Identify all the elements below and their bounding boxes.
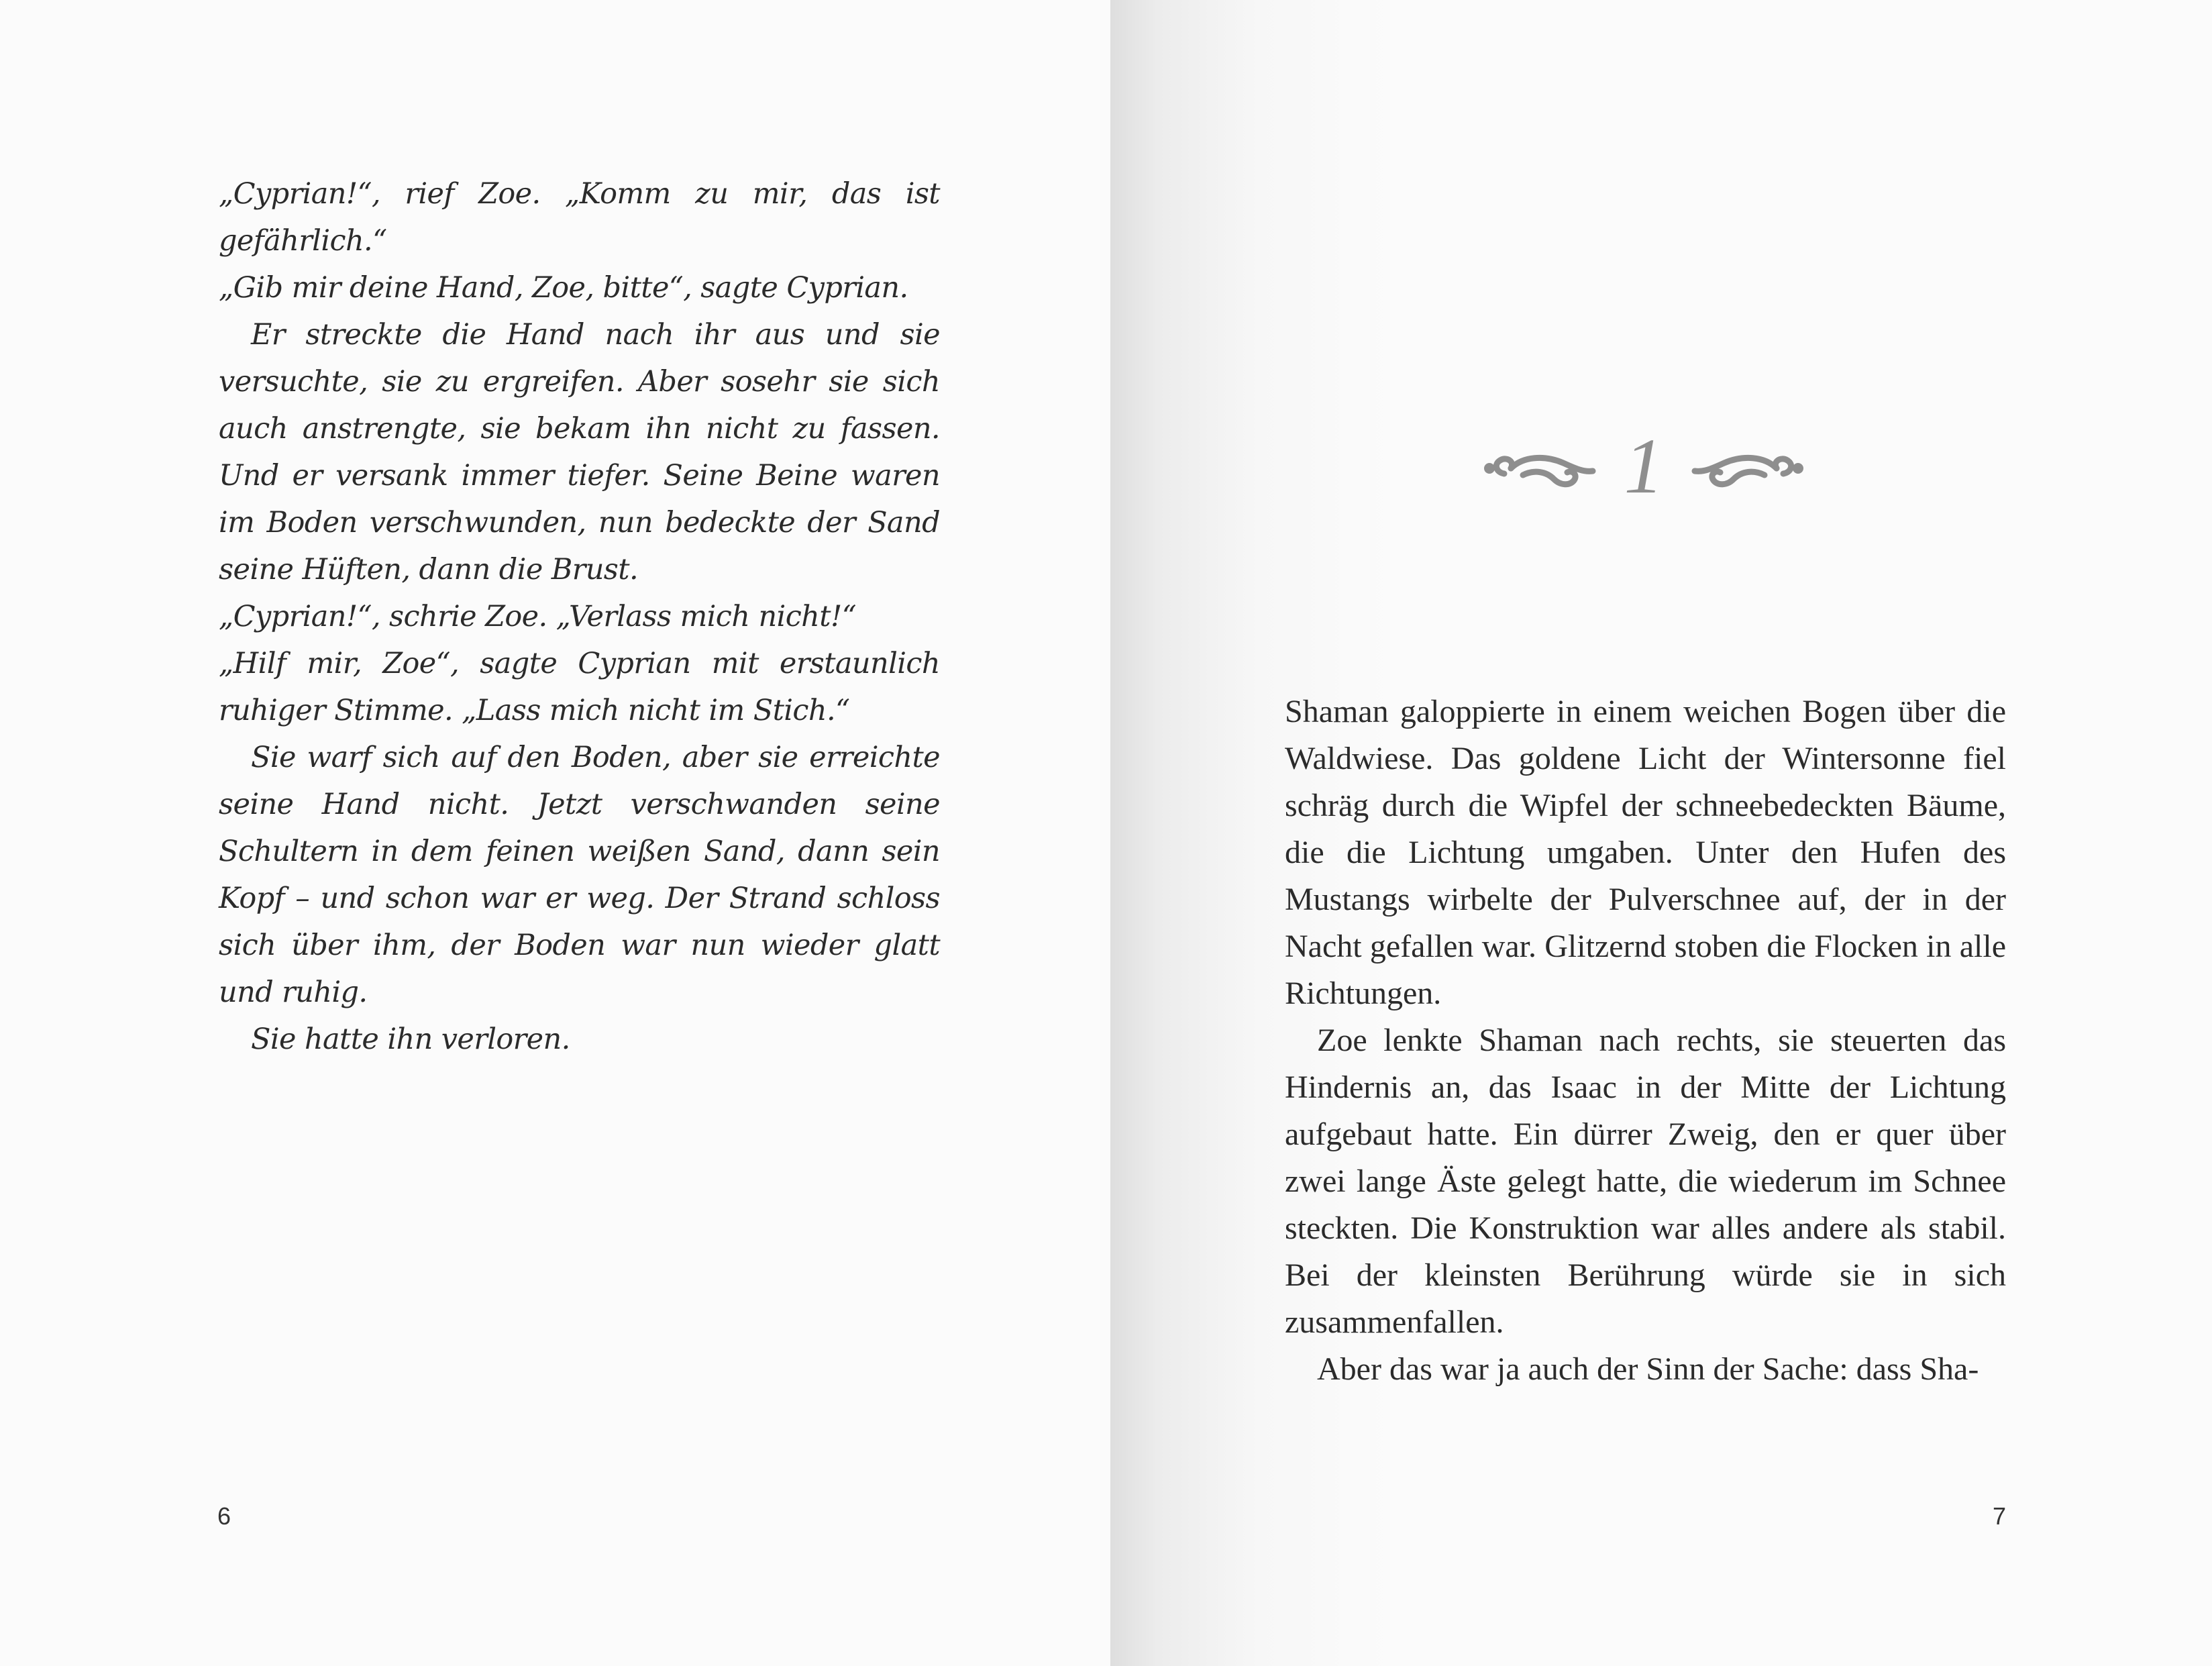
right-page-text (1285, 688, 2006, 1393)
paragraph: „Cyprian!“, schrie Zoe. „Verlass mich nicht!“ (219, 600, 857, 633)
flourish-ornament-icon (1691, 437, 1811, 498)
paragraph: Zoe lenkte Shaman nach rechts, sie steuerten das Hindernis an, das Isaac in der Mitte der Lichtung aufgebaut hatte. Ein dürrer Zweig, den er quer über zwei lange Äste gelegt hatte, die wiederum im Schnee steckten. Die Konstruktion war alles andere als stabil. Bei der kleinsten Berührung würde sie in sich zusammenfallen. (1285, 1023, 2006, 1340)
page-number-left: 6 (217, 1502, 231, 1530)
left-page-text (219, 170, 940, 1063)
paragraph: Sie warf sich auf den Boden, aber sie erreichte seine Hand nicht. Jetzt verschwanden seine Schultern in dem feinen weißen Sand, dann sein Kopf – und schon war er weg. Der Strand schloss sich über ihm, der Boden war nun wieder glatt und ruhig. (219, 741, 940, 1009)
paragraph: Er streckte die Hand nach ihr aus und sie versuchte, sie zu ergreifen. Aber sosehr sie sich auch anstrengte, sie bekam ihn nicht zu fassen. Und er versank immer tiefer. Seine Beine waren im Boden verschwunden, nun bedeckte der Sand seine Hüften, dann die Brust. (219, 318, 940, 586)
paragraph: „Cyprian!“, rief Zoe. „Komm zu mir, das ist gefährlich.“ (219, 177, 940, 258)
chapter-number: 1 (1624, 422, 1664, 510)
paragraph: Sie hatte ihn verloren. (251, 1023, 570, 1056)
right-page (1110, 0, 2212, 1666)
paragraph: „Gib mir deine Hand, Zoe, bitte“, sagte Cyprian. (219, 271, 908, 305)
page-number-right: 7 (1992, 1502, 2006, 1530)
paragraph: Shaman galoppierte in einem weichen Bogen über die Waldwiese. Das goldene Licht der Wintersonne fiel schräg durch die Wipfel der schneebedeckten Bäume, die die Lichtung umgaben. Unter den Hufen des Mustangs wirbelte der Pulverschnee auf, der in der Nacht gefallen war. Glitzernd stoben die Flocken in alle Richtungen. (1285, 694, 2006, 1011)
paragraph: Aber das war ja auch der Sinn der Sache: dass Sha- (1317, 1351, 1979, 1387)
chapter-heading (1476, 423, 1811, 510)
paragraph: „Hilf mir, Zoe“, sagte Cyprian mit erstaunlich ruhiger Stimme. „Lass mich nicht im Stich.“ (219, 647, 940, 727)
flourish-ornament-icon (1476, 437, 1597, 498)
